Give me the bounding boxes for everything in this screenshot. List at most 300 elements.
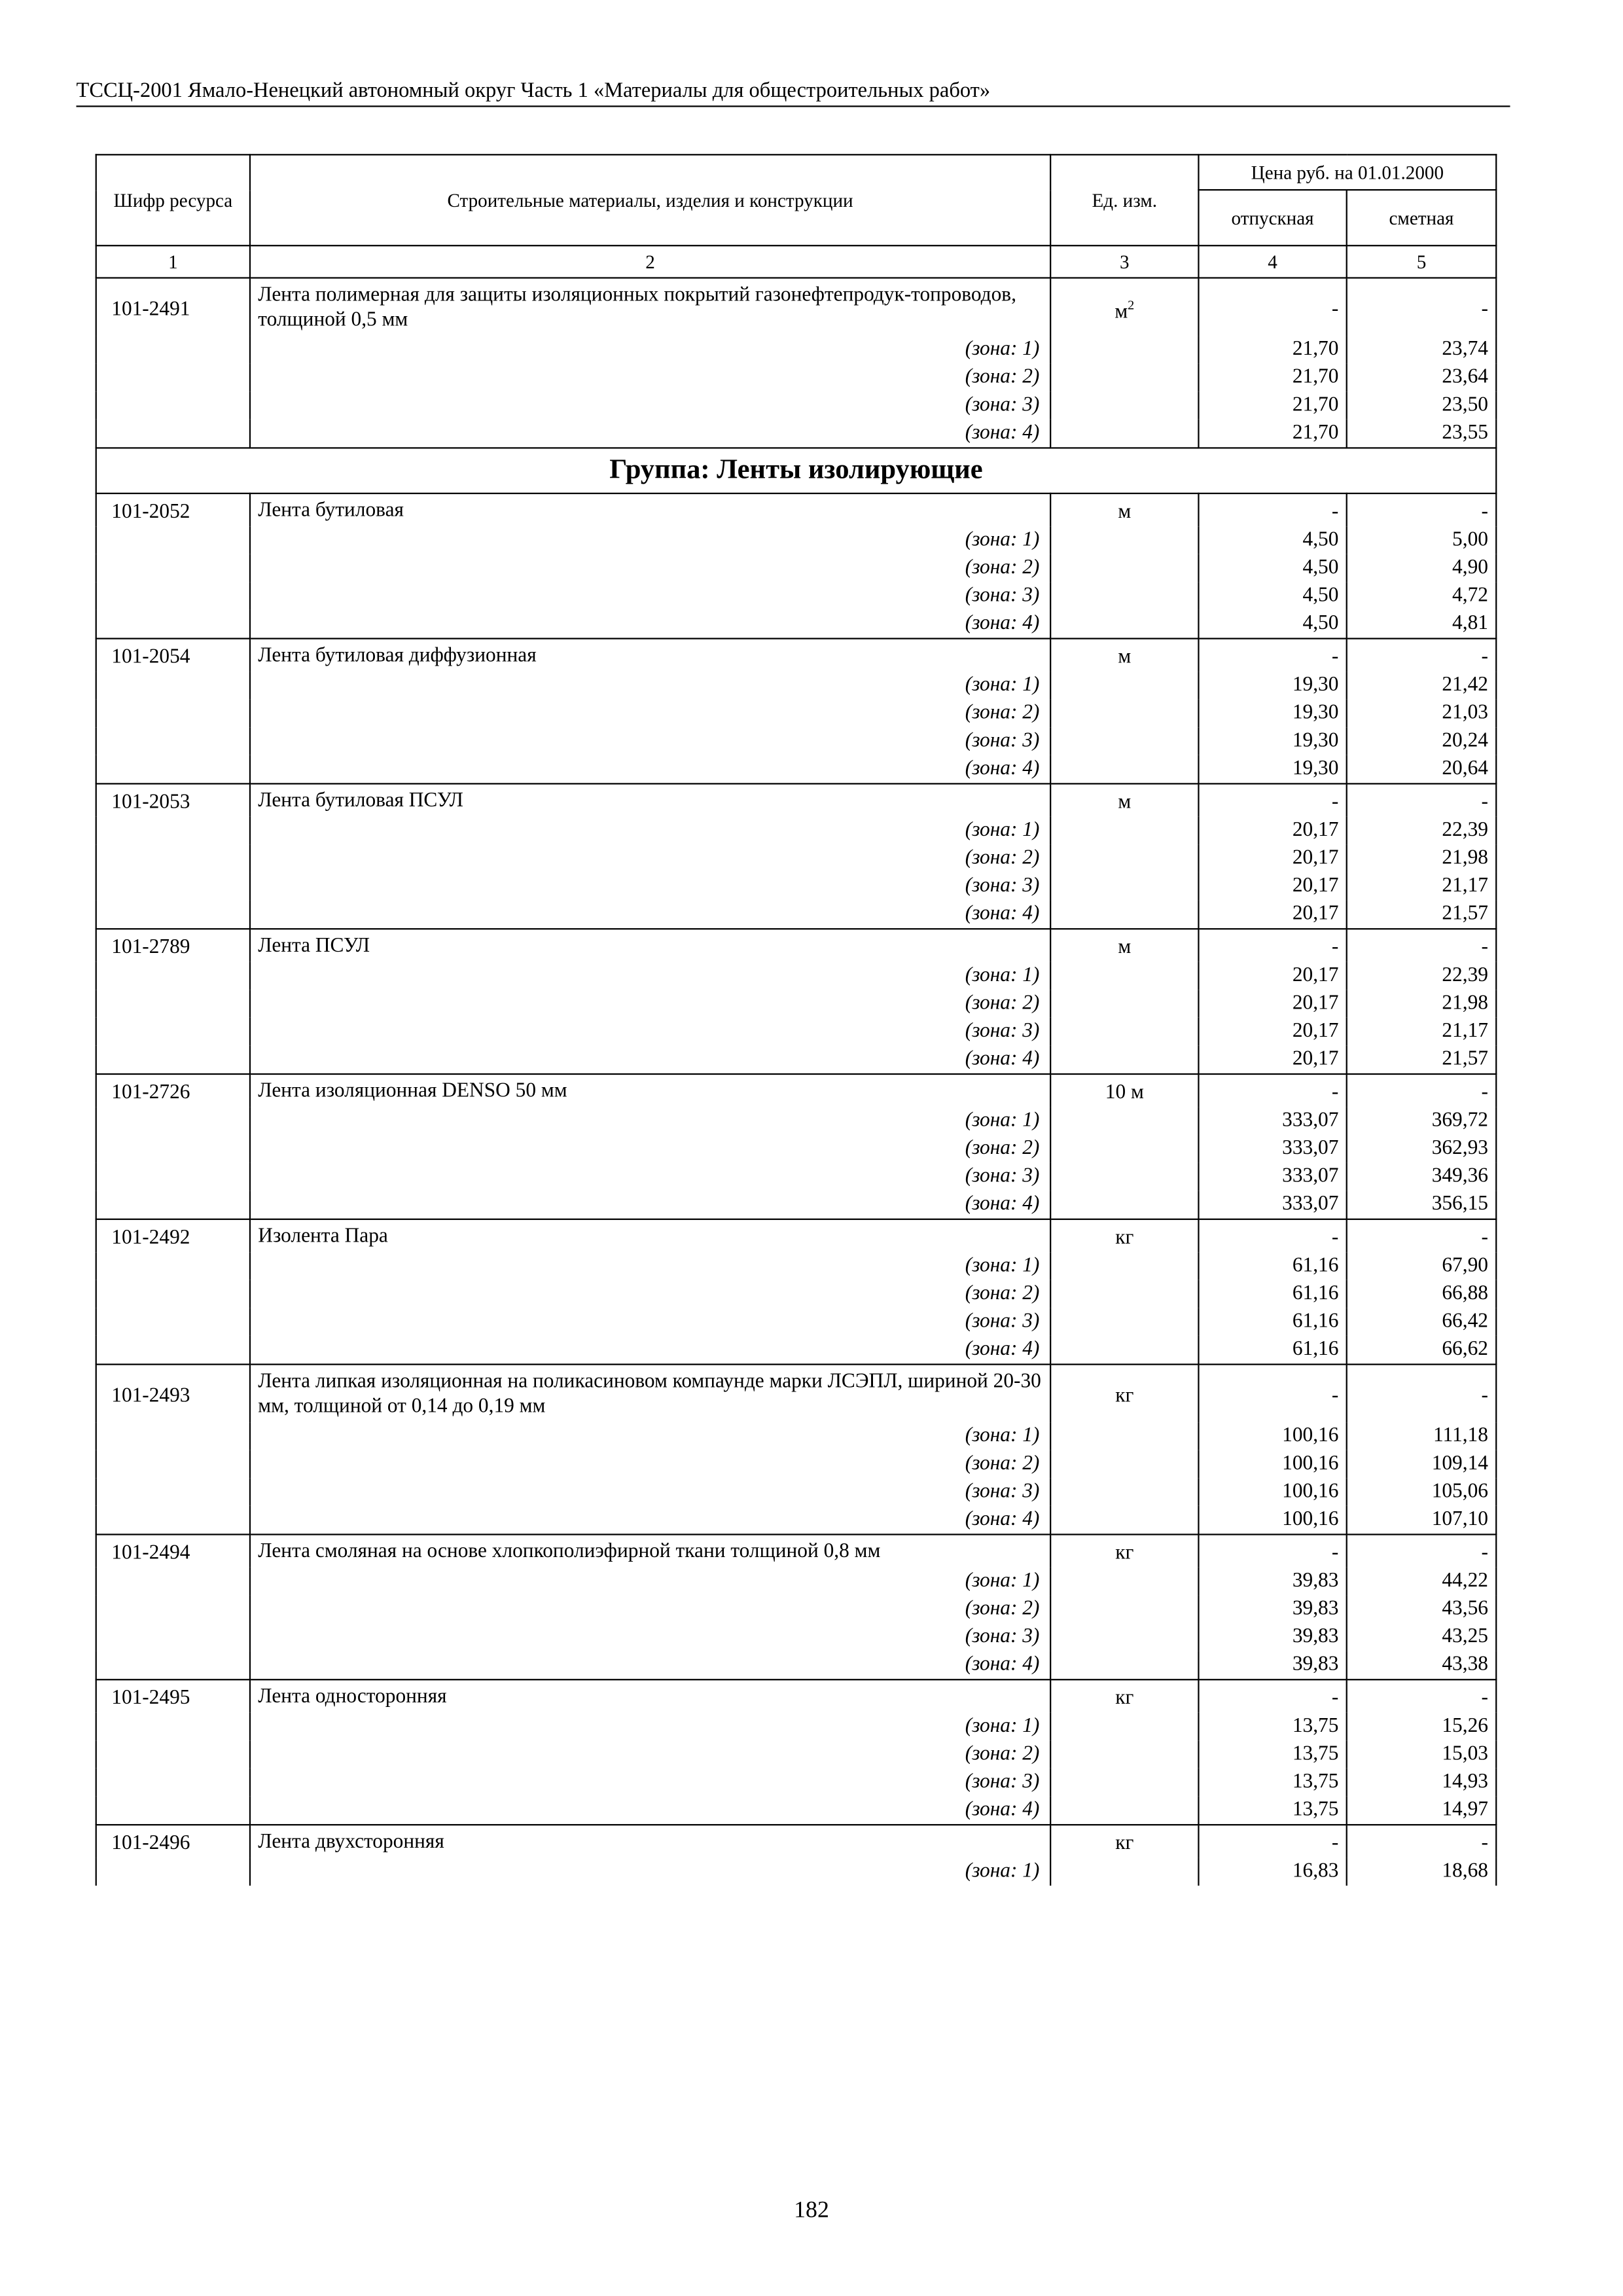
empty-cell	[96, 755, 250, 784]
estimate-price: 44,22	[1347, 1568, 1497, 1596]
release-price: -	[1198, 493, 1346, 526]
unit-cell	[1050, 639, 1198, 672]
release-price: 13,75	[1198, 1796, 1346, 1825]
material-name: Лента односторонняя	[250, 1679, 1050, 1712]
empty-cell	[1050, 755, 1198, 784]
zone-label: (зона: 2)	[250, 1280, 1050, 1308]
table-row	[96, 1074, 1497, 1107]
group-title: Группа: Ленты изолирующие	[96, 448, 1497, 493]
release-price: 20,17	[1198, 817, 1346, 845]
empty-cell	[96, 1796, 250, 1825]
zone-label: (зона: 1)	[250, 672, 1050, 700]
release-price: 21,70	[1198, 336, 1346, 364]
estimate-price: 66,42	[1347, 1308, 1497, 1336]
zone-label: (зона: 2)	[250, 700, 1050, 728]
empty-cell	[1050, 1450, 1198, 1479]
empty-cell	[1050, 391, 1198, 420]
release-price: -	[1198, 929, 1346, 961]
empty-cell	[1050, 1768, 1198, 1797]
zone-label: (зона: 2)	[250, 554, 1050, 583]
release-price: 13,75	[1198, 1740, 1346, 1768]
zone-label: (зона: 1)	[250, 526, 1050, 554]
unit: кг	[1115, 1687, 1134, 1710]
release-price: 20,17	[1198, 1018, 1346, 1046]
unit-cell	[1050, 1365, 1198, 1422]
empty-cell	[96, 1595, 250, 1623]
estimate-price: 67,90	[1347, 1252, 1497, 1280]
zone-label: (зона: 4)	[250, 755, 1050, 784]
zone-row	[96, 1478, 1497, 1506]
release-price: 100,16	[1198, 1422, 1346, 1450]
empty-cell	[96, 1857, 250, 1886]
estimate-price: 21,57	[1347, 901, 1497, 929]
column-number: 3	[1050, 245, 1198, 278]
empty-cell	[96, 554, 250, 583]
release-price: 100,16	[1198, 1478, 1346, 1506]
zone-label: (зона: 2)	[250, 1450, 1050, 1479]
release-price: 13,75	[1198, 1713, 1346, 1741]
unit: кг	[1115, 1384, 1134, 1407]
table-row	[96, 1365, 1497, 1422]
zone-row	[96, 1450, 1497, 1479]
empty-cell	[1050, 1651, 1198, 1680]
empty-cell	[1050, 1506, 1198, 1535]
table-row	[96, 1534, 1497, 1567]
release-price: 4,50	[1198, 526, 1346, 554]
unit: м	[1118, 937, 1132, 960]
empty-cell	[96, 990, 250, 1018]
zone-label: (зона: 3)	[250, 582, 1050, 610]
estimate-price: 20,64	[1347, 755, 1497, 784]
empty-cell	[1050, 1107, 1198, 1135]
unit-cell	[1050, 278, 1198, 336]
empty-cell	[1050, 364, 1198, 392]
zone-label: (зона: 3)	[250, 1018, 1050, 1046]
material-name: Лента бутиловая ПСУЛ	[250, 783, 1050, 816]
release-price: 39,83	[1198, 1623, 1346, 1651]
zone-row	[96, 700, 1497, 728]
release-price: 61,16	[1198, 1252, 1346, 1280]
release-price: 333,07	[1198, 1107, 1346, 1135]
zone-label: (зона: 1)	[250, 336, 1050, 364]
zone-row	[96, 526, 1497, 554]
unit: м	[1118, 501, 1132, 524]
zone-row	[96, 1252, 1497, 1280]
empty-cell	[96, 582, 250, 610]
empty-cell	[1050, 1252, 1198, 1280]
zone-label: (зона: 1)	[250, 1107, 1050, 1135]
release-price: 20,17	[1198, 962, 1346, 990]
table-row	[96, 1679, 1497, 1712]
material-name: Лента двухсторонняя	[250, 1825, 1050, 1857]
zone-label: (зона: 3)	[250, 1163, 1050, 1191]
empty-cell	[1050, 1478, 1198, 1506]
release-price: 21,70	[1198, 420, 1346, 448]
zone-row	[96, 610, 1497, 639]
zone-label: (зона: 3)	[250, 1768, 1050, 1797]
release-price: 100,16	[1198, 1506, 1346, 1535]
zone-label: (зона: 4)	[250, 901, 1050, 929]
table-row	[96, 929, 1497, 961]
group-row	[96, 448, 1497, 493]
material-name: Лента изоляционная DENSO 50 мм	[250, 1074, 1050, 1107]
estimate-price: 105,06	[1347, 1478, 1497, 1506]
resource-code: 101-2494	[96, 1534, 250, 1567]
resource-code: 101-2054	[96, 639, 250, 672]
zone-row	[96, 1107, 1497, 1135]
zone-label: (зона: 2)	[250, 1135, 1050, 1163]
material-name: Лента липкая изоляционная на поликасиновом компаунде марки ЛСЭПЛ, шириной 20-30 мм, толщиной от 0,14 до 0,19 мм	[250, 1365, 1050, 1422]
zone-row	[96, 336, 1497, 364]
empty-cell	[1050, 1595, 1198, 1623]
unit: м	[1118, 646, 1132, 669]
empty-cell	[1050, 962, 1198, 990]
zone-label: (зона: 1)	[250, 1568, 1050, 1596]
zone-row	[96, 872, 1497, 901]
estimate-price: -	[1347, 1365, 1497, 1422]
table-row	[96, 1825, 1497, 1857]
zone-row	[96, 962, 1497, 990]
release-price: 20,17	[1198, 872, 1346, 901]
empty-cell	[1050, 610, 1198, 639]
empty-cell	[1050, 526, 1198, 554]
zone-label: (зона: 4)	[250, 1796, 1050, 1825]
zone-label: (зона: 2)	[250, 844, 1050, 872]
release-price: 19,30	[1198, 755, 1346, 784]
release-price: 4,50	[1198, 582, 1346, 610]
empty-cell	[96, 1045, 250, 1074]
zone-row	[96, 582, 1497, 610]
zone-row	[96, 420, 1497, 448]
material-name: Лента полимерная для защиты изоляционных покрытий газонефтепродук-топроводов, толщиной 0,5 мм	[250, 278, 1050, 336]
zone-row	[96, 1768, 1497, 1797]
zone-label: (зона: 3)	[250, 872, 1050, 901]
zone-label: (зона: 3)	[250, 727, 1050, 755]
zone-row	[96, 727, 1497, 755]
empty-cell	[96, 1280, 250, 1308]
empty-cell	[1050, 1045, 1198, 1074]
release-price: 4,50	[1198, 554, 1346, 583]
empty-cell	[96, 1768, 250, 1797]
release-price: 16,83	[1198, 1857, 1346, 1886]
empty-cell	[96, 1191, 250, 1219]
resource-code: 101-2726	[96, 1074, 250, 1107]
zone-label: (зона: 1)	[250, 1857, 1050, 1886]
release-price: 20,17	[1198, 990, 1346, 1018]
resource-code: 101-2495	[96, 1679, 250, 1712]
zone-label: (зона: 4)	[250, 1336, 1050, 1365]
empty-cell	[96, 1336, 250, 1365]
zone-label: (зона: 3)	[250, 1308, 1050, 1336]
empty-cell	[1050, 1135, 1198, 1163]
release-price: 39,83	[1198, 1568, 1346, 1596]
zone-row	[96, 1280, 1497, 1308]
zone-label: (зона: 4)	[250, 420, 1050, 448]
material-name: Изолента Пара	[250, 1219, 1050, 1252]
table-row	[96, 278, 1497, 336]
estimate-price: -	[1347, 278, 1497, 336]
zone-row	[96, 1713, 1497, 1741]
zone-row	[96, 817, 1497, 845]
estimate-price: 15,26	[1347, 1713, 1497, 1741]
release-price: 20,17	[1198, 844, 1346, 872]
column-number: 4	[1198, 245, 1346, 278]
empty-cell	[96, 1651, 250, 1680]
release-price: 21,70	[1198, 391, 1346, 420]
release-price: 61,16	[1198, 1280, 1346, 1308]
estimate-price: -	[1347, 1074, 1497, 1107]
zone-label: (зона: 4)	[250, 1045, 1050, 1074]
resource-code: 101-2789	[96, 929, 250, 961]
estimate-price: -	[1347, 1679, 1497, 1712]
estimate-price: 23,74	[1347, 336, 1497, 364]
resource-code: 101-2491	[96, 278, 250, 336]
estimate-price: 14,93	[1347, 1768, 1497, 1797]
zone-row	[96, 1135, 1497, 1163]
release-price: 333,07	[1198, 1135, 1346, 1163]
release-price: 61,16	[1198, 1308, 1346, 1336]
empty-cell	[96, 1450, 250, 1479]
estimate-price: 21,98	[1347, 990, 1497, 1018]
empty-cell	[1050, 1713, 1198, 1741]
zone-label: (зона: 2)	[250, 990, 1050, 1018]
empty-cell	[96, 526, 250, 554]
estimate-price: 4,72	[1347, 582, 1497, 610]
zone-row	[96, 1740, 1497, 1768]
estimate-price: 66,62	[1347, 1336, 1497, 1365]
zone-label: (зона: 2)	[250, 1595, 1050, 1623]
empty-cell	[1050, 700, 1198, 728]
empty-cell	[1050, 1422, 1198, 1450]
empty-cell	[1050, 901, 1198, 929]
release-price: 19,30	[1198, 672, 1346, 700]
estimate-price: 18,68	[1347, 1857, 1497, 1886]
estimate-price: 362,93	[1347, 1135, 1497, 1163]
empty-cell	[1050, 1857, 1198, 1886]
resource-code: 101-2053	[96, 783, 250, 816]
empty-cell	[96, 901, 250, 929]
zone-row	[96, 1308, 1497, 1336]
estimate-price: 356,15	[1347, 1191, 1497, 1219]
zone-row	[96, 672, 1497, 700]
unit: м	[1118, 791, 1132, 814]
empty-cell	[1050, 727, 1198, 755]
table-row	[96, 783, 1497, 816]
zone-row	[96, 1336, 1497, 1365]
page-number: 182	[794, 2198, 829, 2223]
unit-cell	[1050, 929, 1198, 961]
estimate-price: 14,97	[1347, 1796, 1497, 1825]
empty-cell	[96, 962, 250, 990]
release-price: 4,50	[1198, 610, 1346, 639]
zone-row	[96, 1623, 1497, 1651]
estimate-price: -	[1347, 493, 1497, 526]
estimate-price: 23,64	[1347, 364, 1497, 392]
empty-cell	[96, 727, 250, 755]
release-price: 20,17	[1198, 1045, 1346, 1074]
zone-row	[96, 391, 1497, 420]
unit: кг	[1115, 1542, 1134, 1565]
estimate-price: 21,57	[1347, 1045, 1497, 1074]
estimate-price: -	[1347, 1825, 1497, 1857]
zone-label: (зона: 3)	[250, 391, 1050, 420]
zone-row	[96, 1163, 1497, 1191]
column-number: 2	[250, 245, 1050, 278]
column-header-release-price: отпускная	[1198, 190, 1346, 245]
table-row	[96, 493, 1497, 526]
empty-cell	[1050, 1568, 1198, 1596]
zone-row	[96, 901, 1497, 929]
empty-cell	[96, 700, 250, 728]
empty-cell	[96, 1506, 250, 1535]
empty-cell	[1050, 672, 1198, 700]
empty-cell	[96, 817, 250, 845]
material-name: Лента бутиловая	[250, 493, 1050, 526]
zone-label: (зона: 2)	[250, 1740, 1050, 1768]
zone-row	[96, 1045, 1497, 1074]
estimate-price: -	[1347, 1219, 1497, 1252]
release-price: 61,16	[1198, 1336, 1346, 1365]
estimate-price: 21,03	[1347, 700, 1497, 728]
column-header-code: Шифр ресурса	[96, 154, 250, 245]
zone-label: (зона: 4)	[250, 1191, 1050, 1219]
estimate-price: 21,17	[1347, 872, 1497, 901]
zone-row	[96, 1651, 1497, 1680]
release-price: 19,30	[1198, 700, 1346, 728]
empty-cell	[96, 1623, 250, 1651]
zone-row	[96, 844, 1497, 872]
unit-exponent: 2	[1128, 298, 1135, 313]
empty-cell	[96, 1107, 250, 1135]
zone-row	[96, 1595, 1497, 1623]
price-table	[96, 154, 1497, 1886]
empty-cell	[1050, 1018, 1198, 1046]
column-number: 5	[1347, 245, 1497, 278]
estimate-price: 21,42	[1347, 672, 1497, 700]
release-price: 39,83	[1198, 1595, 1346, 1623]
empty-cell	[96, 1568, 250, 1596]
zone-label: (зона: 4)	[250, 610, 1050, 639]
release-price: 13,75	[1198, 1768, 1346, 1797]
empty-cell	[96, 336, 250, 364]
estimate-price: -	[1347, 929, 1497, 961]
resource-code: 101-2493	[96, 1365, 250, 1422]
unit-cell	[1050, 1219, 1198, 1252]
estimate-price: 43,38	[1347, 1651, 1497, 1680]
zone-label: (зона: 1)	[250, 817, 1050, 845]
unit-cell	[1050, 1825, 1198, 1857]
unit: 10 м	[1105, 1082, 1144, 1104]
table-row	[96, 639, 1497, 672]
column-header-name: Строительные материалы, изделия и конструкции	[250, 154, 1050, 245]
zone-label: (зона: 2)	[250, 364, 1050, 392]
empty-cell	[96, 1308, 250, 1336]
estimate-price: -	[1347, 1534, 1497, 1567]
resource-code: 101-2492	[96, 1219, 250, 1252]
estimate-price: 43,25	[1347, 1623, 1497, 1651]
empty-cell	[1050, 1623, 1198, 1651]
empty-cell	[96, 364, 250, 392]
column-header-unit: Ед. изм.	[1050, 154, 1198, 245]
estimate-price: 22,39	[1347, 962, 1497, 990]
material-name: Лента смоляная на основе хлопкополиэфирной ткани толщиной 0,8 мм	[250, 1534, 1050, 1567]
unit: кг	[1115, 1833, 1134, 1855]
estimate-price: 23,50	[1347, 391, 1497, 420]
release-price: -	[1198, 1365, 1346, 1422]
resource-code: 101-2052	[96, 493, 250, 526]
zone-label: (зона: 1)	[250, 1252, 1050, 1280]
empty-cell	[96, 1740, 250, 1768]
estimate-price: 5,00	[1347, 526, 1497, 554]
unit-cell	[1050, 493, 1198, 526]
column-number: 1	[96, 245, 250, 278]
estimate-price: -	[1347, 783, 1497, 816]
estimate-price: 369,72	[1347, 1107, 1497, 1135]
unit-cell	[1050, 1679, 1198, 1712]
estimate-price: 22,39	[1347, 817, 1497, 845]
release-price: 333,07	[1198, 1191, 1346, 1219]
empty-cell	[96, 1478, 250, 1506]
zone-row	[96, 364, 1497, 392]
unit-cell	[1050, 1074, 1198, 1107]
empty-cell	[96, 391, 250, 420]
zone-label: (зона: 1)	[250, 1713, 1050, 1741]
estimate-price: 111,18	[1347, 1422, 1497, 1450]
release-price: -	[1198, 1074, 1346, 1107]
empty-cell	[1050, 582, 1198, 610]
estimate-price: 20,24	[1347, 727, 1497, 755]
column-header-estimate-price: сметная	[1347, 190, 1497, 245]
empty-cell	[1050, 1191, 1198, 1219]
unit-cell	[1050, 1534, 1198, 1567]
estimate-price: 107,10	[1347, 1506, 1497, 1535]
estimate-price: 66,88	[1347, 1280, 1497, 1308]
empty-cell	[1050, 990, 1198, 1018]
zone-row	[96, 1506, 1497, 1535]
zone-row	[96, 1857, 1497, 1886]
empty-cell	[96, 672, 250, 700]
empty-cell	[1050, 1163, 1198, 1191]
estimate-price: 21,98	[1347, 844, 1497, 872]
zone-row	[96, 990, 1497, 1018]
empty-cell	[1050, 336, 1198, 364]
empty-cell	[1050, 872, 1198, 901]
estimate-price: 109,14	[1347, 1450, 1497, 1479]
release-price: -	[1198, 1825, 1346, 1857]
zone-row	[96, 554, 1497, 583]
empty-cell	[1050, 1280, 1198, 1308]
table-row	[96, 1219, 1497, 1252]
zone-label: (зона: 1)	[250, 962, 1050, 990]
release-price: 21,70	[1198, 364, 1346, 392]
release-price: 19,30	[1198, 727, 1346, 755]
empty-cell	[1050, 817, 1198, 845]
release-price: 39,83	[1198, 1651, 1346, 1680]
zone-row	[96, 1796, 1497, 1825]
empty-cell	[96, 1163, 250, 1191]
release-price: -	[1198, 278, 1346, 336]
empty-cell	[1050, 1308, 1198, 1336]
release-price: 100,16	[1198, 1450, 1346, 1479]
empty-cell	[96, 872, 250, 901]
empty-cell	[1050, 554, 1198, 583]
estimate-price: -	[1347, 639, 1497, 672]
estimate-price: 43,56	[1347, 1595, 1497, 1623]
column-header-price: Цена руб. на 01.01.2000	[1198, 154, 1496, 190]
empty-cell	[96, 610, 250, 639]
empty-cell	[96, 1018, 250, 1046]
table-body	[96, 278, 1497, 1886]
